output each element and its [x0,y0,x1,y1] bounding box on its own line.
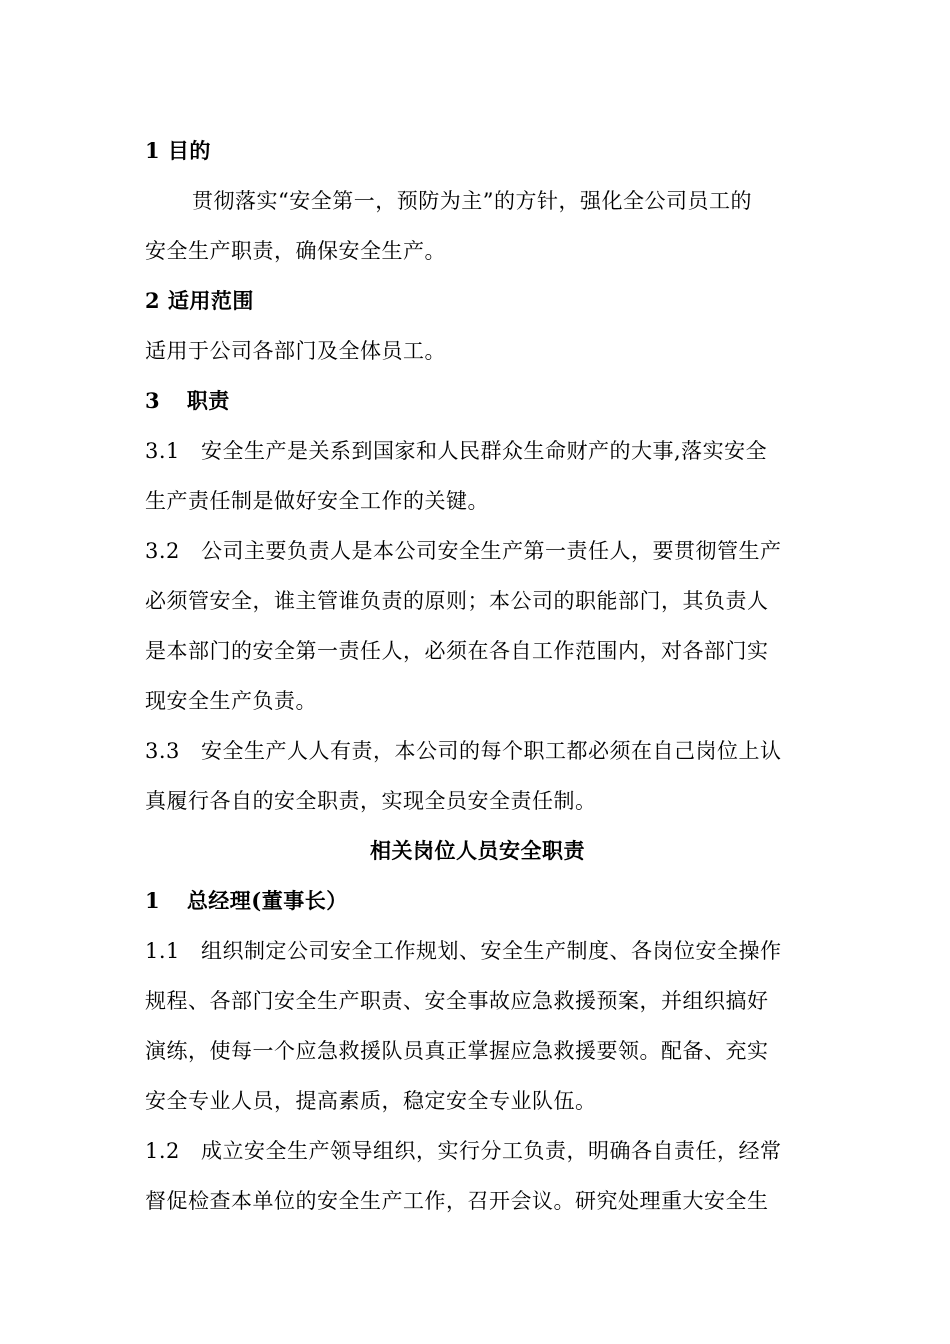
section-2-paragraph-line: 适用于公司各部门及全体员工。 [145,339,446,363]
item-3-2-line: 是本部门的安全第一责任人，必须在各自工作范围内，对各部门实 [145,639,769,663]
gm-heading-text: 总经理(董事长） [186,888,348,913]
item-3-3-line [145,736,810,766]
item-3-1-line [145,436,810,466]
item-number: 3.1 [145,439,180,463]
item-number: 1.1 [145,939,180,963]
section-3-heading-text: 职责 [186,388,230,413]
item-3-1-line: 生产责任制是做好安全工作的关键。 [145,489,489,513]
gm-heading [145,886,810,916]
item-number: 1.2 [145,1139,180,1163]
section-1-paragraph-line: 安全生产职责，确保安全生产。 [145,239,446,263]
item-3-2-line: 现安全生产负责。 [145,689,317,713]
gm-heading-number: 1 [145,888,161,913]
section-3-heading [145,386,810,416]
item-1-1-line [145,936,810,966]
item-number: 3.2 [145,539,180,563]
item-1-2-line [145,1136,810,1166]
item-3-3-line: 真履行各自的安全职责，实现全员安全责任制。 [145,789,597,813]
section-3-heading-number: 3 [145,388,161,413]
item-1-1-line: 规程、各部门安全生产职责、安全事故应急救援预案，并组织搞好 [145,989,769,1013]
item-text: 安全生产人人有责，本公司的每个职工都必须在自己岗位上认 [201,739,782,763]
item-text: 公司主要负责人是本公司安全生产第一责任人，要贯彻管生产 [201,539,782,563]
section-1-heading: 1 目的 [145,138,211,163]
subtitle: 相关岗位人员安全职责 [370,838,585,863]
item-3-2-line: 必须管安全，谁主管谁负责的原则；本公司的职能部门，其负责人 [145,589,769,613]
item-1-1-line: 安全专业人员，提高素质，稳定安全专业队伍。 [145,1089,597,1113]
item-1-1-line: 演练，使每一个应急救援队员真正掌握应急救援要领。配备、充实 [145,1039,769,1063]
section-1-paragraph-line: 贯彻落实“安全第一，预防为主”的方针，强化全公司员工的 [192,189,752,213]
item-1-2-line: 督促检查本单位的安全生产工作，召开会议。研究处理重大安全生 [145,1189,769,1213]
item-text: 组织制定公司安全工作规划、安全生产制度、各岗位安全操作 [201,939,782,963]
item-text: 成立安全生产领导组织，实行分工负责，明确各自责任，经常 [201,1139,782,1163]
item-3-2-line [145,536,810,566]
section-2-heading: 2 适用范围 [145,288,254,313]
item-text: 安全生产是关系到国家和人民群众生命财产的大事,落实安全 [201,439,768,463]
item-number: 3.3 [145,739,180,763]
